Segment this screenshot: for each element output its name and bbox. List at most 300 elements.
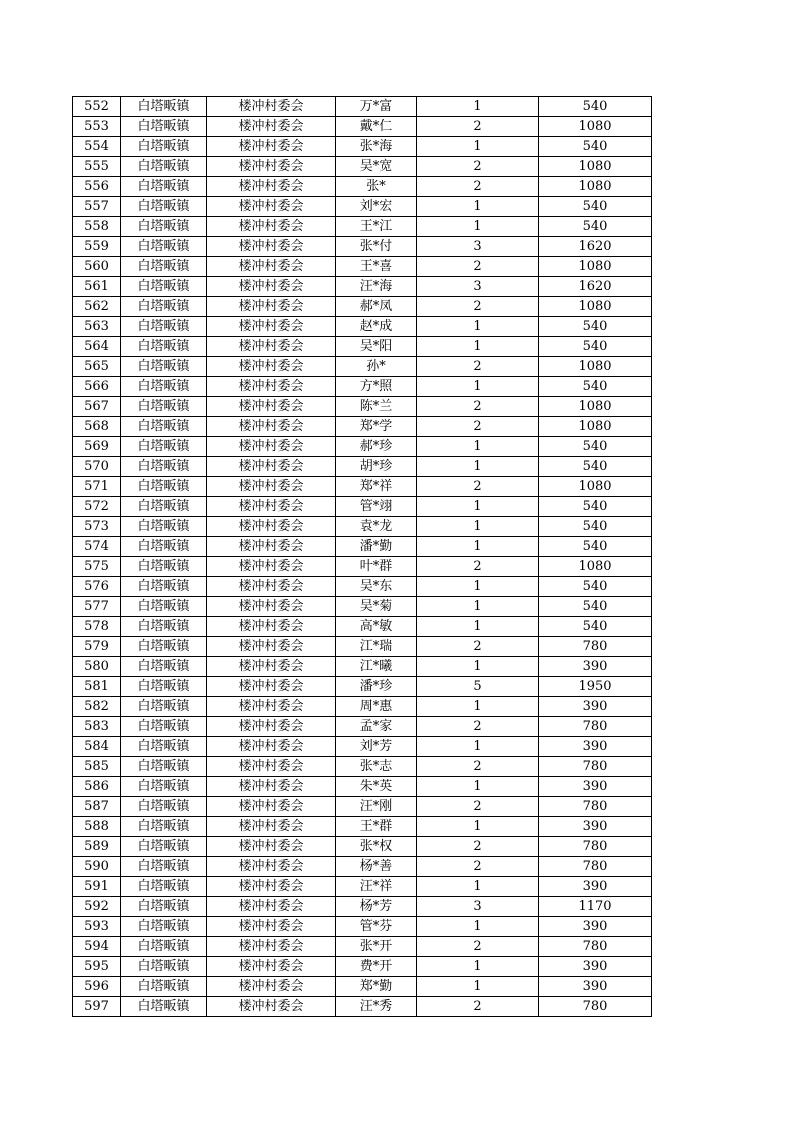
town-cell: 白塔畈镇	[121, 457, 207, 477]
amount-cell: 390	[539, 777, 652, 797]
town-cell: 白塔畈镇	[121, 657, 207, 677]
serial-number-cell: 593	[73, 917, 121, 937]
serial-number-cell: 570	[73, 457, 121, 477]
table-row	[73, 817, 652, 837]
town-cell: 白塔畈镇	[121, 397, 207, 417]
town-cell: 白塔畈镇	[121, 497, 207, 517]
town-cell: 白塔畈镇	[121, 857, 207, 877]
amount-cell: 1080	[539, 157, 652, 177]
serial-number-cell: 560	[73, 257, 121, 277]
table-row	[73, 377, 652, 397]
serial-number-cell: 571	[73, 477, 121, 497]
name-cell: 江*曦	[336, 657, 417, 677]
household-count-cell: 1	[417, 137, 539, 157]
town-cell: 白塔畈镇	[121, 797, 207, 817]
table-row	[73, 397, 652, 417]
table-row	[73, 757, 652, 777]
table-row	[73, 617, 652, 637]
household-count-cell: 2	[417, 717, 539, 737]
name-cell: 张*权	[336, 837, 417, 857]
household-count-cell: 2	[417, 397, 539, 417]
village-committee-cell: 楼冲村委会	[207, 437, 336, 457]
table-row	[73, 917, 652, 937]
name-cell: 吴*菊	[336, 597, 417, 617]
household-count-cell: 2	[417, 837, 539, 857]
table-row	[73, 897, 652, 917]
amount-cell: 390	[539, 817, 652, 837]
town-cell: 白塔畈镇	[121, 437, 207, 457]
serial-number-cell: 553	[73, 117, 121, 137]
table-row	[73, 457, 652, 477]
name-cell: 王*江	[336, 217, 417, 237]
amount-cell: 390	[539, 957, 652, 977]
amount-cell: 1080	[539, 557, 652, 577]
amount-cell: 780	[539, 937, 652, 957]
amount-cell: 780	[539, 717, 652, 737]
serial-number-cell: 561	[73, 277, 121, 297]
serial-number-cell: 554	[73, 137, 121, 157]
village-committee-cell: 楼冲村委会	[207, 317, 336, 337]
name-cell: 管*芬	[336, 917, 417, 937]
table-row	[73, 437, 652, 457]
serial-number-cell: 557	[73, 197, 121, 217]
name-cell: 张*	[336, 177, 417, 197]
town-cell: 白塔畈镇	[121, 757, 207, 777]
table-row	[73, 197, 652, 217]
table-row	[73, 157, 652, 177]
serial-number-cell: 572	[73, 497, 121, 517]
name-cell: 胡*珍	[336, 457, 417, 477]
household-count-cell: 2	[417, 557, 539, 577]
household-count-cell: 1	[417, 657, 539, 677]
village-committee-cell: 楼冲村委会	[207, 537, 336, 557]
table-row	[73, 117, 652, 137]
table-row	[73, 277, 652, 297]
amount-cell: 540	[539, 217, 652, 237]
name-cell: 潘*珍	[336, 677, 417, 697]
town-cell: 白塔畈镇	[121, 617, 207, 637]
village-committee-cell: 楼冲村委会	[207, 797, 336, 817]
town-cell: 白塔畈镇	[121, 837, 207, 857]
table-row	[73, 877, 652, 897]
name-cell: 郑*祥	[336, 477, 417, 497]
household-count-cell: 2	[417, 997, 539, 1017]
subsidy-table	[72, 96, 652, 1017]
town-cell: 白塔畈镇	[121, 937, 207, 957]
serial-number-cell: 586	[73, 777, 121, 797]
table-row	[73, 977, 652, 997]
amount-cell: 780	[539, 637, 652, 657]
household-count-cell: 2	[417, 857, 539, 877]
village-committee-cell: 楼冲村委会	[207, 617, 336, 637]
village-committee-cell: 楼冲村委会	[207, 917, 336, 937]
table-row	[73, 997, 652, 1017]
table-row	[73, 497, 652, 517]
serial-number-cell: 579	[73, 637, 121, 657]
amount-cell: 540	[539, 97, 652, 117]
amount-cell: 390	[539, 657, 652, 677]
name-cell: 江*瑞	[336, 637, 417, 657]
name-cell: 方*照	[336, 377, 417, 397]
village-committee-cell: 楼冲村委会	[207, 937, 336, 957]
name-cell: 杨*善	[336, 857, 417, 877]
household-count-cell: 1	[417, 317, 539, 337]
amount-cell: 540	[539, 317, 652, 337]
table-row	[73, 337, 652, 357]
town-cell: 白塔畈镇	[121, 337, 207, 357]
household-count-cell: 1	[417, 697, 539, 717]
amount-cell: 1170	[539, 897, 652, 917]
town-cell: 白塔畈镇	[121, 637, 207, 657]
household-count-cell: 2	[417, 257, 539, 277]
name-cell: 朱*英	[336, 777, 417, 797]
table-row	[73, 577, 652, 597]
table-row	[73, 717, 652, 737]
town-cell: 白塔畈镇	[121, 777, 207, 797]
village-committee-cell: 楼冲村委会	[207, 677, 336, 697]
amount-cell: 1080	[539, 357, 652, 377]
town-cell: 白塔畈镇	[121, 417, 207, 437]
town-cell: 白塔畈镇	[121, 477, 207, 497]
village-committee-cell: 楼冲村委会	[207, 117, 336, 137]
name-cell: 孙*	[336, 357, 417, 377]
serial-number-cell: 566	[73, 377, 121, 397]
town-cell: 白塔畈镇	[121, 877, 207, 897]
town-cell: 白塔畈镇	[121, 737, 207, 757]
table-row	[73, 177, 652, 197]
table-row	[73, 777, 652, 797]
town-cell: 白塔畈镇	[121, 257, 207, 277]
town-cell: 白塔畈镇	[121, 217, 207, 237]
amount-cell: 1080	[539, 117, 652, 137]
name-cell: 费*开	[336, 957, 417, 977]
amount-cell: 390	[539, 977, 652, 997]
serial-number-cell: 589	[73, 837, 121, 857]
household-count-cell: 1	[417, 97, 539, 117]
amount-cell: 540	[539, 437, 652, 457]
amount-cell: 540	[539, 497, 652, 517]
household-count-cell: 2	[417, 357, 539, 377]
household-count-cell: 2	[417, 797, 539, 817]
amount-cell: 540	[539, 457, 652, 477]
table-row	[73, 637, 652, 657]
serial-number-cell: 591	[73, 877, 121, 897]
serial-number-cell: 595	[73, 957, 121, 977]
village-committee-cell: 楼冲村委会	[207, 257, 336, 277]
village-committee-cell: 楼冲村委会	[207, 957, 336, 977]
name-cell: 刘*宏	[336, 197, 417, 217]
name-cell: 张*开	[336, 937, 417, 957]
household-count-cell: 1	[417, 597, 539, 617]
name-cell: 高*敏	[336, 617, 417, 637]
village-committee-cell: 楼冲村委会	[207, 297, 336, 317]
town-cell: 白塔畈镇	[121, 897, 207, 917]
village-committee-cell: 楼冲村委会	[207, 177, 336, 197]
household-count-cell: 1	[417, 737, 539, 757]
amount-cell: 1620	[539, 237, 652, 257]
village-committee-cell: 楼冲村委会	[207, 597, 336, 617]
household-count-cell: 1	[417, 917, 539, 937]
table-row	[73, 857, 652, 877]
table-row	[73, 797, 652, 817]
household-count-cell: 2	[417, 417, 539, 437]
serial-number-cell: 569	[73, 437, 121, 457]
name-cell: 郝*凤	[336, 297, 417, 317]
town-cell: 白塔畈镇	[121, 957, 207, 977]
serial-number-cell: 559	[73, 237, 121, 257]
household-count-cell: 2	[417, 477, 539, 497]
town-cell: 白塔畈镇	[121, 277, 207, 297]
serial-number-cell: 594	[73, 937, 121, 957]
serial-number-cell: 580	[73, 657, 121, 677]
amount-cell: 780	[539, 757, 652, 777]
serial-number-cell: 582	[73, 697, 121, 717]
table-row	[73, 537, 652, 557]
serial-number-cell: 583	[73, 717, 121, 737]
amount-cell: 540	[539, 597, 652, 617]
name-cell: 吴*宽	[336, 157, 417, 177]
table-row	[73, 677, 652, 697]
name-cell: 汪*秀	[336, 997, 417, 1017]
amount-cell: 780	[539, 997, 652, 1017]
village-committee-cell: 楼冲村委会	[207, 997, 336, 1017]
amount-cell: 780	[539, 797, 652, 817]
amount-cell: 1080	[539, 397, 652, 417]
household-count-cell: 1	[417, 517, 539, 537]
amount-cell: 1080	[539, 177, 652, 197]
table-row	[73, 557, 652, 577]
town-cell: 白塔畈镇	[121, 197, 207, 217]
town-cell: 白塔畈镇	[121, 177, 207, 197]
amount-cell: 540	[539, 197, 652, 217]
amount-cell: 1080	[539, 297, 652, 317]
table-row	[73, 217, 652, 237]
table-row	[73, 697, 652, 717]
name-cell: 万*富	[336, 97, 417, 117]
name-cell: 汪*海	[336, 277, 417, 297]
table-row	[73, 257, 652, 277]
name-cell: 王*喜	[336, 257, 417, 277]
household-count-cell: 1	[417, 337, 539, 357]
name-cell: 吴*东	[336, 577, 417, 597]
amount-cell: 540	[539, 337, 652, 357]
table-row	[73, 957, 652, 977]
household-count-cell: 1	[417, 437, 539, 457]
town-cell: 白塔畈镇	[121, 357, 207, 377]
town-cell: 白塔畈镇	[121, 977, 207, 997]
table-row	[73, 357, 652, 377]
name-cell: 张*志	[336, 757, 417, 777]
household-count-cell: 2	[417, 117, 539, 137]
serial-number-cell: 565	[73, 357, 121, 377]
table-row	[73, 657, 652, 677]
household-count-cell: 2	[417, 757, 539, 777]
name-cell: 陈*兰	[336, 397, 417, 417]
town-cell: 白塔畈镇	[121, 237, 207, 257]
household-count-cell: 1	[417, 817, 539, 837]
village-committee-cell: 楼冲村委会	[207, 657, 336, 677]
household-count-cell: 2	[417, 637, 539, 657]
serial-number-cell: 597	[73, 997, 121, 1017]
serial-number-cell: 563	[73, 317, 121, 337]
serial-number-cell: 587	[73, 797, 121, 817]
household-count-cell: 1	[417, 497, 539, 517]
town-cell: 白塔畈镇	[121, 377, 207, 397]
town-cell: 白塔畈镇	[121, 677, 207, 697]
table-row	[73, 237, 652, 257]
household-count-cell: 1	[417, 537, 539, 557]
name-cell: 戴*仁	[336, 117, 417, 137]
household-count-cell: 1	[417, 197, 539, 217]
amount-cell: 540	[539, 517, 652, 537]
household-count-cell: 5	[417, 677, 539, 697]
table-row	[73, 837, 652, 857]
serial-number-cell: 555	[73, 157, 121, 177]
village-committee-cell: 楼冲村委会	[207, 977, 336, 997]
table-row	[73, 517, 652, 537]
village-committee-cell: 楼冲村委会	[207, 777, 336, 797]
household-count-cell: 1	[417, 217, 539, 237]
name-cell: 王*群	[336, 817, 417, 837]
amount-cell: 780	[539, 857, 652, 877]
name-cell: 郝*珍	[336, 437, 417, 457]
serial-number-cell: 575	[73, 557, 121, 577]
household-count-cell: 1	[417, 957, 539, 977]
town-cell: 白塔畈镇	[121, 117, 207, 137]
name-cell: 郑*学	[336, 417, 417, 437]
town-cell: 白塔畈镇	[121, 577, 207, 597]
village-committee-cell: 楼冲村委会	[207, 497, 336, 517]
household-count-cell: 2	[417, 937, 539, 957]
amount-cell: 1950	[539, 677, 652, 697]
village-committee-cell: 楼冲村委会	[207, 337, 336, 357]
village-committee-cell: 楼冲村委会	[207, 197, 336, 217]
serial-number-cell: 574	[73, 537, 121, 557]
household-count-cell: 1	[417, 777, 539, 797]
table-row	[73, 137, 652, 157]
household-count-cell: 1	[417, 457, 539, 477]
town-cell: 白塔畈镇	[121, 917, 207, 937]
town-cell: 白塔畈镇	[121, 717, 207, 737]
town-cell: 白塔畈镇	[121, 137, 207, 157]
serial-number-cell: 562	[73, 297, 121, 317]
household-count-cell: 3	[417, 237, 539, 257]
village-committee-cell: 楼冲村委会	[207, 157, 336, 177]
town-cell: 白塔畈镇	[121, 597, 207, 617]
amount-cell: 1080	[539, 417, 652, 437]
amount-cell: 540	[539, 577, 652, 597]
amount-cell: 1080	[539, 257, 652, 277]
village-committee-cell: 楼冲村委会	[207, 377, 336, 397]
village-committee-cell: 楼冲村委会	[207, 897, 336, 917]
village-committee-cell: 楼冲村委会	[207, 397, 336, 417]
household-count-cell: 3	[417, 897, 539, 917]
name-cell: 张*付	[336, 237, 417, 257]
table-row	[73, 597, 652, 617]
amount-cell: 540	[539, 617, 652, 637]
amount-cell: 540	[539, 377, 652, 397]
town-cell: 白塔畈镇	[121, 297, 207, 317]
village-committee-cell: 楼冲村委会	[207, 477, 336, 497]
serial-number-cell: 573	[73, 517, 121, 537]
serial-number-cell: 592	[73, 897, 121, 917]
table-body	[73, 97, 652, 1017]
village-committee-cell: 楼冲村委会	[207, 237, 336, 257]
village-committee-cell: 楼冲村委会	[207, 417, 336, 437]
amount-cell: 390	[539, 697, 652, 717]
household-count-cell: 1	[417, 977, 539, 997]
village-committee-cell: 楼冲村委会	[207, 817, 336, 837]
town-cell: 白塔畈镇	[121, 537, 207, 557]
town-cell: 白塔畈镇	[121, 97, 207, 117]
serial-number-cell: 576	[73, 577, 121, 597]
serial-number-cell: 558	[73, 217, 121, 237]
household-count-cell: 1	[417, 377, 539, 397]
name-cell: 杨*芳	[336, 897, 417, 917]
table-row	[73, 317, 652, 337]
village-committee-cell: 楼冲村委会	[207, 577, 336, 597]
village-committee-cell: 楼冲村委会	[207, 717, 336, 737]
serial-number-cell: 584	[73, 737, 121, 757]
village-committee-cell: 楼冲村委会	[207, 277, 336, 297]
name-cell: 潘*勤	[336, 537, 417, 557]
village-committee-cell: 楼冲村委会	[207, 737, 336, 757]
village-committee-cell: 楼冲村委会	[207, 137, 336, 157]
amount-cell: 390	[539, 877, 652, 897]
table-row	[73, 97, 652, 117]
name-cell: 张*海	[336, 137, 417, 157]
town-cell: 白塔畈镇	[121, 517, 207, 537]
serial-number-cell: 585	[73, 757, 121, 777]
serial-number-cell: 564	[73, 337, 121, 357]
town-cell: 白塔畈镇	[121, 997, 207, 1017]
town-cell: 白塔畈镇	[121, 557, 207, 577]
name-cell: 郑*勤	[336, 977, 417, 997]
amount-cell: 540	[539, 537, 652, 557]
serial-number-cell: 590	[73, 857, 121, 877]
village-committee-cell: 楼冲村委会	[207, 457, 336, 477]
village-committee-cell: 楼冲村委会	[207, 357, 336, 377]
name-cell: 叶*群	[336, 557, 417, 577]
name-cell: 周*惠	[336, 697, 417, 717]
household-count-cell: 1	[417, 877, 539, 897]
table-row	[73, 937, 652, 957]
village-committee-cell: 楼冲村委会	[207, 637, 336, 657]
table-row	[73, 737, 652, 757]
village-committee-cell: 楼冲村委会	[207, 697, 336, 717]
serial-number-cell: 577	[73, 597, 121, 617]
serial-number-cell: 578	[73, 617, 121, 637]
village-committee-cell: 楼冲村委会	[207, 557, 336, 577]
name-cell: 吴*阳	[336, 337, 417, 357]
town-cell: 白塔畈镇	[121, 317, 207, 337]
amount-cell: 1080	[539, 477, 652, 497]
name-cell: 管*翊	[336, 497, 417, 517]
town-cell: 白塔畈镇	[121, 157, 207, 177]
name-cell: 袁*龙	[336, 517, 417, 537]
household-count-cell: 1	[417, 577, 539, 597]
serial-number-cell: 581	[73, 677, 121, 697]
name-cell: 赵*成	[336, 317, 417, 337]
town-cell: 白塔畈镇	[121, 817, 207, 837]
serial-number-cell: 567	[73, 397, 121, 417]
name-cell: 孟*家	[336, 717, 417, 737]
serial-number-cell: 552	[73, 97, 121, 117]
village-committee-cell: 楼冲村委会	[207, 97, 336, 117]
village-committee-cell: 楼冲村委会	[207, 517, 336, 537]
serial-number-cell: 568	[73, 417, 121, 437]
amount-cell: 780	[539, 837, 652, 857]
